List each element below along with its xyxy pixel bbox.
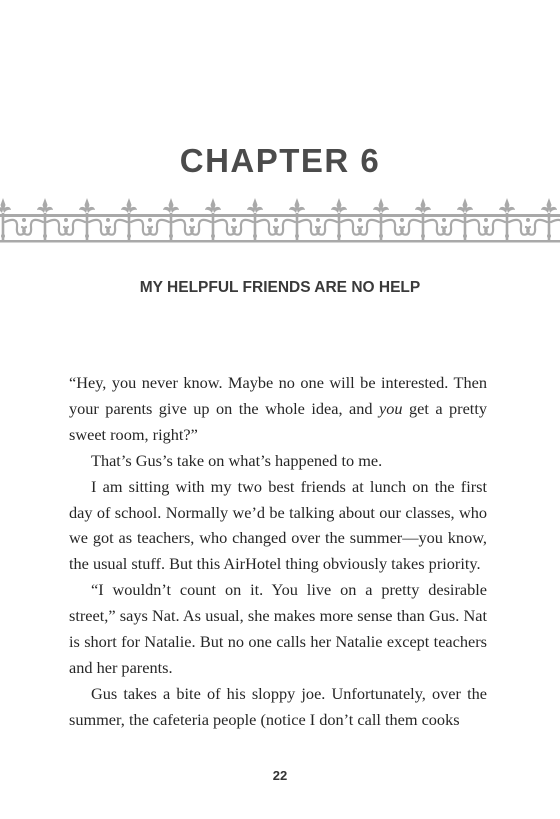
paragraph-5: Gus takes a bite of his sloppy joe. Unfortunately, over the summer, the cafeteria people (notice I don’t call them cooks [69, 683, 487, 729]
paragraph-2: That’s Gus’s take on what’s happened to me. [91, 450, 383, 470]
paragraph-1 [69, 370, 487, 448]
chapter-title: CHAPTER 6 [179, 142, 381, 179]
chapter-body-text [69, 370, 487, 733]
paragraph-3: I am sitting with my two best friends at lunch on the first day of school. Normally we’d be talking about our classes, who we got as teachers, who changed over the summer—you know, the usual stuff. But this AirHotel thing obviously takes priority. [69, 476, 487, 574]
fleur-de-lis-scroll-border-icon [0, 196, 560, 246]
paragraph-4: “I wouldn’t count on it. You live on a pretty desirable street,” says Nat. As usual, she makes more sense than Gus. Nat is short for Natalie. But no one calls her Natalie except teachers and her parents. [69, 580, 487, 677]
paragraph-1-text-a: “Hey, you never know. Maybe no one will be interested. Then your parents give up on the whole idea, and [69, 373, 487, 418]
chapter-subtitle: MY HELPFUL FRIENDS ARE NO HELP [139, 279, 421, 296]
page-number: 22 [272, 768, 288, 783]
paragraph-1-text-b: get a pretty sweet room, right?” [69, 398, 487, 444]
paragraph-1-emphasis: you [379, 398, 403, 418]
